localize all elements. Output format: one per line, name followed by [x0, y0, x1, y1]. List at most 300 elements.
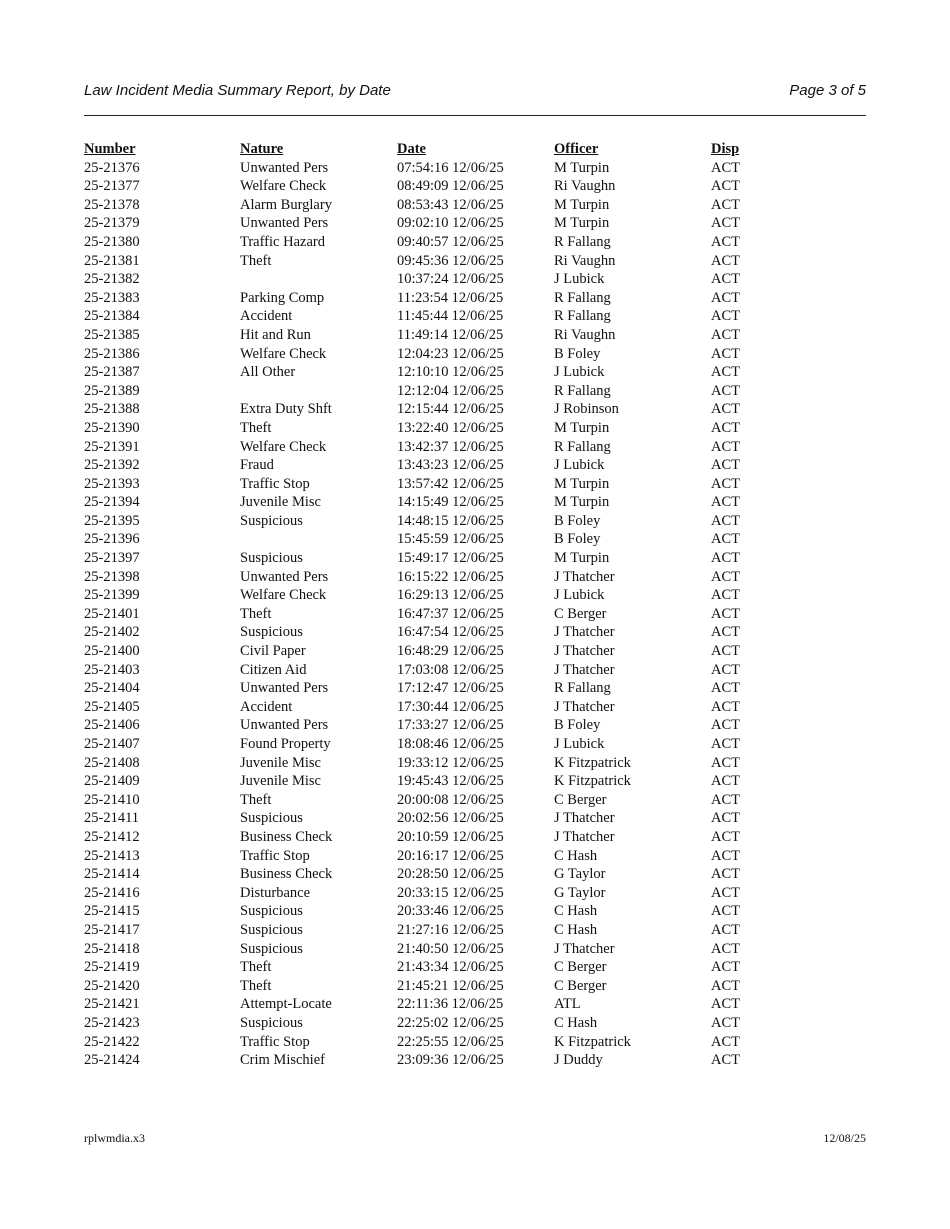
cell-date: 22:25:02 12/06/25: [397, 1014, 504, 1031]
cell-nature: Unwanted Pers: [240, 215, 329, 232]
cell-officer: J Thatcher: [554, 698, 615, 715]
table-row: [84, 940, 771, 959]
cell-nature: Civil Paper: [240, 643, 306, 660]
footer-print-date: 12/08/25: [823, 1131, 866, 1145]
cell-date: 13:57:42 12/06/25: [397, 475, 504, 492]
table-row: [84, 679, 771, 698]
cell-officer: R Fallang: [554, 438, 611, 455]
cell-disp: ACT: [711, 159, 740, 176]
cell-date: 16:29:13 12/06/25: [397, 587, 504, 604]
table-row: [84, 289, 771, 308]
cell-number: 25-21391: [84, 438, 140, 455]
cell-nature: [240, 530, 397, 549]
cell-officer: C Berger: [554, 605, 607, 622]
cell-nature: Unwanted Pers: [240, 680, 329, 697]
cell-date: 13:43:23 12/06/25: [397, 457, 504, 474]
cell-number: 25-21423: [84, 1014, 140, 1031]
cell-number: 25-21420: [84, 977, 140, 994]
cell-number: 25-21376: [84, 159, 140, 176]
table-row: [84, 772, 771, 791]
incident-table: [84, 140, 771, 1070]
cell-number: 25-21402: [84, 624, 140, 641]
cell-disp: ACT: [711, 271, 740, 288]
cell-number: 25-21422: [84, 1033, 140, 1050]
cell-number: 25-21413: [84, 847, 140, 864]
cell-date: 19:45:43 12/06/25: [397, 773, 504, 790]
cell-officer: M Turpin: [554, 419, 610, 436]
cell-date: 12:04:23 12/06/25: [397, 345, 504, 362]
cell-disp: ACT: [711, 884, 740, 901]
cell-date: 12:10:10 12/06/25: [397, 364, 504, 381]
cell-officer: J Lubick: [554, 364, 605, 381]
cell-date: 09:45:36 12/06/25: [397, 252, 504, 269]
table-row: [84, 1033, 771, 1052]
cell-officer: Ri Vaughn: [554, 178, 616, 195]
cell-disp: ACT: [711, 345, 740, 362]
cell-number: 25-21410: [84, 791, 140, 808]
table-header-row: [84, 140, 771, 159]
cell-number: 25-21406: [84, 717, 140, 734]
cell-date: 22:25:55 12/06/25: [397, 1033, 504, 1050]
cell-disp: ACT: [711, 773, 740, 790]
cell-number: 25-21412: [84, 828, 140, 845]
cell-officer: J Thatcher: [554, 661, 615, 678]
cell-date: 13:22:40 12/06/25: [397, 419, 504, 436]
cell-disp: ACT: [711, 196, 740, 213]
cell-disp: ACT: [711, 550, 740, 567]
cell-nature: Suspicious: [240, 624, 303, 641]
cell-nature: All Other: [240, 364, 296, 381]
cell-number: 25-21409: [84, 773, 140, 790]
cell-disp: ACT: [711, 940, 740, 957]
cell-date: 08:53:43 12/06/25: [397, 196, 504, 213]
cell-date: 09:40:57 12/06/25: [397, 233, 504, 250]
cell-disp: ACT: [711, 959, 740, 976]
cell-officer: R Fallang: [554, 308, 611, 325]
cell-nature: Theft: [240, 959, 272, 976]
cell-number: 25-21419: [84, 959, 140, 976]
cell-number: 25-21404: [84, 680, 140, 697]
cell-disp: ACT: [711, 791, 740, 808]
cell-date: 11:49:14 12/06/25: [397, 326, 504, 343]
cell-nature: Welfare Check: [240, 178, 327, 195]
cell-nature: Alarm Burglary: [240, 196, 332, 213]
cell-number: 25-21403: [84, 661, 140, 678]
cell-nature: Unwanted Pers: [240, 717, 329, 734]
cell-date: 08:49:09 12/06/25: [397, 178, 504, 195]
cell-nature: [240, 270, 397, 289]
cell-disp: ACT: [711, 364, 740, 381]
cell-disp: ACT: [711, 233, 740, 250]
cell-date: 20:00:08 12/06/25: [397, 791, 504, 808]
cell-nature: Attempt-Locate: [240, 996, 332, 1013]
table-row: [84, 159, 771, 178]
table-row: [84, 921, 771, 940]
cell-nature: Crim Mischief: [240, 1052, 325, 1069]
cell-date: 17:03:08 12/06/25: [397, 661, 504, 678]
cell-disp: ACT: [711, 680, 740, 697]
cell-nature: Traffic Stop: [240, 475, 310, 492]
table-row: [84, 475, 771, 494]
cell-number: 25-21393: [84, 475, 140, 492]
cell-officer: B Foley: [554, 345, 601, 362]
cell-date: 16:47:37 12/06/25: [397, 605, 504, 622]
cell-number: 25-21388: [84, 401, 140, 418]
cell-disp: ACT: [711, 921, 740, 938]
cell-disp: ACT: [711, 866, 740, 883]
table-row: [84, 642, 771, 661]
cell-number: 25-21424: [84, 1052, 140, 1069]
cell-nature: Suspicious: [240, 512, 303, 529]
cell-number: 25-21397: [84, 550, 140, 567]
table-row: [84, 382, 771, 401]
cell-nature: Theft: [240, 419, 272, 436]
cell-disp: ACT: [711, 698, 740, 715]
cell-nature: Accident: [240, 308, 293, 325]
column-header-date: Date: [397, 141, 426, 157]
cell-number: 25-21407: [84, 736, 140, 752]
cell-disp: ACT: [711, 605, 740, 622]
cell-nature: Juvenile Misc: [240, 754, 321, 771]
cell-officer: R Fallang: [554, 382, 611, 399]
cell-nature: Suspicious: [240, 940, 303, 957]
cell-nature: Theft: [240, 791, 272, 808]
cell-disp: ACT: [711, 419, 740, 436]
cell-number: 25-21379: [84, 215, 140, 232]
cell-number: 25-21396: [84, 531, 140, 548]
cell-officer: C Hash: [554, 921, 598, 938]
cell-officer: R Fallang: [554, 233, 611, 250]
cell-officer: J Lubick: [554, 271, 605, 288]
cell-date: 21:40:50 12/06/25: [397, 940, 504, 957]
table-row: [84, 661, 771, 680]
cell-officer: C Hash: [554, 847, 598, 864]
table-row: [84, 214, 771, 233]
cell-disp: ACT: [711, 568, 740, 585]
cell-number: 25-21383: [84, 289, 140, 306]
table-row: [84, 252, 771, 271]
cell-officer: R Fallang: [554, 680, 611, 697]
cell-officer: K Fitzpatrick: [554, 754, 631, 771]
cell-disp: ACT: [711, 717, 740, 734]
table-row: [84, 1014, 771, 1033]
cell-nature: Welfare Check: [240, 345, 327, 362]
cell-officer: J Thatcher: [554, 624, 615, 641]
table-row: [84, 307, 771, 326]
cell-disp: ACT: [711, 215, 740, 232]
table-row: [84, 233, 771, 252]
cell-nature: Theft: [240, 252, 272, 269]
cell-number: 25-21387: [84, 364, 140, 381]
cell-date: 18:08:46 12/06/25: [397, 736, 504, 752]
cell-officer: B Foley: [554, 512, 601, 529]
cell-officer: J Robinson: [554, 401, 619, 418]
table-row: [84, 809, 771, 828]
cell-officer: M Turpin: [554, 196, 610, 213]
cell-nature: Disturbance: [240, 884, 311, 901]
cell-disp: ACT: [711, 903, 740, 920]
cell-number: 25-21398: [84, 568, 140, 585]
cell-date: 07:54:16 12/06/25: [397, 159, 504, 176]
cell-date: 19:33:12 12/06/25: [397, 754, 504, 771]
cell-disp: ACT: [711, 624, 740, 641]
cell-nature: Suspicious: [240, 1014, 303, 1031]
table-row: [84, 865, 771, 884]
cell-date: 17:30:44 12/06/25: [397, 698, 504, 715]
cell-nature: Suspicious: [240, 550, 303, 567]
table-row: [84, 530, 771, 549]
cell-disp: ACT: [711, 326, 740, 343]
report-title: Law Incident Media Summary Report, by Date: [84, 82, 391, 99]
cell-disp: ACT: [711, 810, 740, 827]
cell-nature: Suspicious: [240, 921, 303, 938]
cell-officer: R Fallang: [554, 289, 611, 306]
cell-officer: J Lubick: [554, 457, 605, 474]
cell-date: 15:45:59 12/06/25: [397, 531, 504, 548]
table-body: [84, 159, 771, 1070]
cell-officer: K Fitzpatrick: [554, 773, 631, 790]
cell-number: 25-21382: [84, 271, 140, 288]
cell-number: 25-21395: [84, 512, 140, 529]
page-indicator: Page 3 of 5: [789, 82, 866, 99]
cell-officer: Ri Vaughn: [554, 252, 616, 269]
cell-nature: Traffic Stop: [240, 847, 310, 864]
cell-date: 10:37:24 12/06/25: [397, 271, 504, 288]
cell-number: 25-21380: [84, 233, 140, 250]
table-row: [84, 847, 771, 866]
cell-nature: Unwanted Pers: [240, 568, 329, 585]
cell-disp: ACT: [711, 847, 740, 864]
cell-disp: ACT: [711, 512, 740, 529]
table-row: [84, 605, 771, 624]
column-header-nature: Nature: [240, 141, 284, 157]
cell-disp: ACT: [711, 457, 740, 474]
cell-nature: Theft: [240, 977, 272, 994]
cell-officer: J Thatcher: [554, 828, 615, 845]
table-row: [84, 177, 771, 196]
cell-date: 11:45:44 12/06/25: [397, 308, 504, 325]
table-row: [84, 438, 771, 457]
cell-nature: Hit and Run: [240, 326, 311, 343]
cell-officer: B Foley: [554, 531, 601, 548]
cell-nature: Parking Comp: [240, 289, 325, 306]
cell-officer: J Duddy: [554, 1052, 603, 1069]
cell-date: 20:10:59 12/06/25: [397, 828, 504, 845]
table-row: [84, 623, 771, 642]
cell-disp: ACT: [711, 587, 740, 604]
table-row: [84, 995, 771, 1014]
cell-officer: M Turpin: [554, 215, 610, 232]
cell-date: 20:02:56 12/06/25: [397, 810, 504, 827]
cell-number: 25-21399: [84, 587, 140, 604]
table-row: [84, 270, 771, 289]
cell-nature: Juvenile Misc: [240, 773, 321, 790]
cell-date: 20:33:46 12/06/25: [397, 903, 504, 920]
cell-disp: ACT: [711, 308, 740, 325]
table-row: [84, 716, 771, 735]
cell-number: 25-21414: [84, 866, 140, 883]
cell-officer: M Turpin: [554, 159, 610, 176]
cell-officer: J Lubick: [554, 736, 605, 752]
cell-disp: ACT: [711, 1033, 740, 1050]
cell-officer: M Turpin: [554, 494, 610, 511]
cell-date: 16:47:54 12/06/25: [397, 624, 504, 641]
cell-nature: Juvenile Misc: [240, 494, 321, 511]
cell-number: 25-21392: [84, 457, 140, 474]
cell-officer: C Hash: [554, 903, 598, 920]
cell-officer: Ri Vaughn: [554, 326, 616, 343]
cell-officer: B Foley: [554, 717, 601, 734]
cell-date: 20:16:17 12/06/25: [397, 847, 504, 864]
cell-number: 25-21400: [84, 643, 140, 660]
cell-nature: Traffic Hazard: [240, 233, 325, 250]
cell-date: 16:15:22 12/06/25: [397, 568, 504, 585]
table-row: [84, 568, 771, 587]
table-row: [84, 902, 771, 921]
cell-officer: J Thatcher: [554, 940, 615, 957]
cell-number: 25-21416: [84, 884, 140, 901]
cell-disp: ACT: [711, 1052, 740, 1069]
cell-number: 25-21415: [84, 903, 140, 920]
cell-officer: ATL: [554, 996, 581, 1013]
cell-nature: Extra Duty Shft: [240, 401, 332, 418]
cell-officer: J Thatcher: [554, 568, 615, 585]
cell-number: 25-21381: [84, 252, 140, 269]
cell-disp: ACT: [711, 401, 740, 418]
cell-date: 21:27:16 12/06/25: [397, 921, 504, 938]
cell-officer: C Hash: [554, 1014, 598, 1031]
cell-number: 25-21386: [84, 345, 140, 362]
cell-officer: M Turpin: [554, 550, 610, 567]
cell-nature: Suspicious: [240, 810, 303, 827]
cell-date: 22:11:36 12/06/25: [397, 996, 504, 1013]
table-row: [84, 828, 771, 847]
cell-date: 12:15:44 12/06/25: [397, 401, 504, 418]
cell-disp: ACT: [711, 643, 740, 660]
cell-nature: [240, 382, 397, 401]
cell-nature: Citizen Aid: [240, 661, 307, 678]
cell-officer: K Fitzpatrick: [554, 1033, 631, 1050]
cell-date: 11:23:54 12/06/25: [397, 289, 504, 306]
table-row: [84, 698, 771, 717]
cell-date: 16:48:29 12/06/25: [397, 643, 504, 660]
cell-disp: ACT: [711, 1014, 740, 1031]
cell-disp: ACT: [711, 661, 740, 678]
cell-date: 21:45:21 12/06/25: [397, 977, 504, 994]
cell-officer: C Berger: [554, 959, 607, 976]
cell-nature: Found Property: [240, 736, 331, 752]
cell-date: 15:49:17 12/06/25: [397, 550, 504, 567]
cell-number: 25-21384: [84, 308, 140, 325]
cell-disp: ACT: [711, 531, 740, 548]
cell-officer: G Taylor: [554, 866, 606, 883]
header-divider: [84, 115, 866, 116]
table-row: [84, 958, 771, 977]
table-row: [84, 1051, 771, 1070]
cell-officer: M Turpin: [554, 475, 610, 492]
table-row: [84, 735, 771, 754]
cell-nature: Unwanted Pers: [240, 159, 329, 176]
cell-nature: Accident: [240, 698, 293, 715]
cell-disp: ACT: [711, 977, 740, 994]
cell-number: 25-21421: [84, 996, 140, 1013]
cell-disp: ACT: [711, 252, 740, 269]
column-header-disp: Disp: [711, 141, 740, 157]
cell-officer: C Berger: [554, 977, 607, 994]
cell-nature: Fraud: [240, 457, 274, 474]
cell-nature: Business Check: [240, 828, 333, 845]
cell-number: 25-21408: [84, 754, 140, 771]
table-row: [84, 977, 771, 996]
cell-number: 25-21389: [84, 382, 140, 399]
cell-disp: ACT: [711, 382, 740, 399]
cell-officer: J Lubick: [554, 587, 605, 604]
cell-number: 25-21405: [84, 698, 140, 715]
cell-date: 23:09:36 12/06/25: [397, 1052, 504, 1069]
cell-disp: ACT: [711, 438, 740, 455]
table-row: [84, 586, 771, 605]
cell-number: 25-21411: [84, 810, 140, 827]
cell-nature: Theft: [240, 605, 272, 622]
cell-number: 25-21394: [84, 494, 140, 511]
table-row: [84, 400, 771, 419]
cell-nature: Suspicious: [240, 903, 303, 920]
cell-number: 25-21390: [84, 419, 140, 436]
cell-nature: Welfare Check: [240, 587, 327, 604]
cell-disp: ACT: [711, 736, 740, 752]
cell-disp: ACT: [711, 754, 740, 771]
cell-date: 20:28:50 12/06/25: [397, 866, 504, 883]
table-row: [84, 456, 771, 475]
column-header-officer: Officer: [554, 141, 599, 157]
table-row: [84, 754, 771, 773]
cell-officer: G Taylor: [554, 884, 606, 901]
cell-number: 25-21417: [84, 921, 140, 938]
cell-nature: Welfare Check: [240, 438, 327, 455]
footer-report-code: rplwmdia.x3: [84, 1131, 145, 1145]
cell-number: 25-21377: [84, 178, 140, 195]
cell-date: 17:12:47 12/06/25: [397, 680, 504, 697]
cell-number: 25-21385: [84, 326, 140, 343]
cell-number: 25-21378: [84, 196, 140, 213]
table-row: [84, 345, 771, 364]
cell-date: 20:33:15 12/06/25: [397, 884, 504, 901]
cell-disp: ACT: [711, 178, 740, 195]
table-row: [84, 791, 771, 810]
table-row: [84, 884, 771, 903]
cell-date: 12:12:04 12/06/25: [397, 382, 504, 399]
cell-disp: ACT: [711, 475, 740, 492]
cell-nature: Business Check: [240, 866, 333, 883]
table-row: [84, 493, 771, 512]
cell-date: 14:15:49 12/06/25: [397, 494, 504, 511]
cell-date: 09:02:10 12/06/25: [397, 215, 504, 232]
cell-number: 25-21418: [84, 940, 140, 957]
cell-number: 25-21401: [84, 605, 140, 622]
cell-officer: J Thatcher: [554, 643, 615, 660]
cell-disp: ACT: [711, 828, 740, 845]
cell-officer: C Berger: [554, 791, 607, 808]
table-row: [84, 419, 771, 438]
column-header-number: Number: [84, 141, 136, 157]
table-row: [84, 196, 771, 215]
cell-date: 21:43:34 12/06/25: [397, 959, 504, 976]
table-row: [84, 512, 771, 531]
cell-date: 13:42:37 12/06/25: [397, 438, 504, 455]
cell-disp: ACT: [711, 494, 740, 511]
table-row: [84, 549, 771, 568]
table-row: [84, 363, 771, 382]
